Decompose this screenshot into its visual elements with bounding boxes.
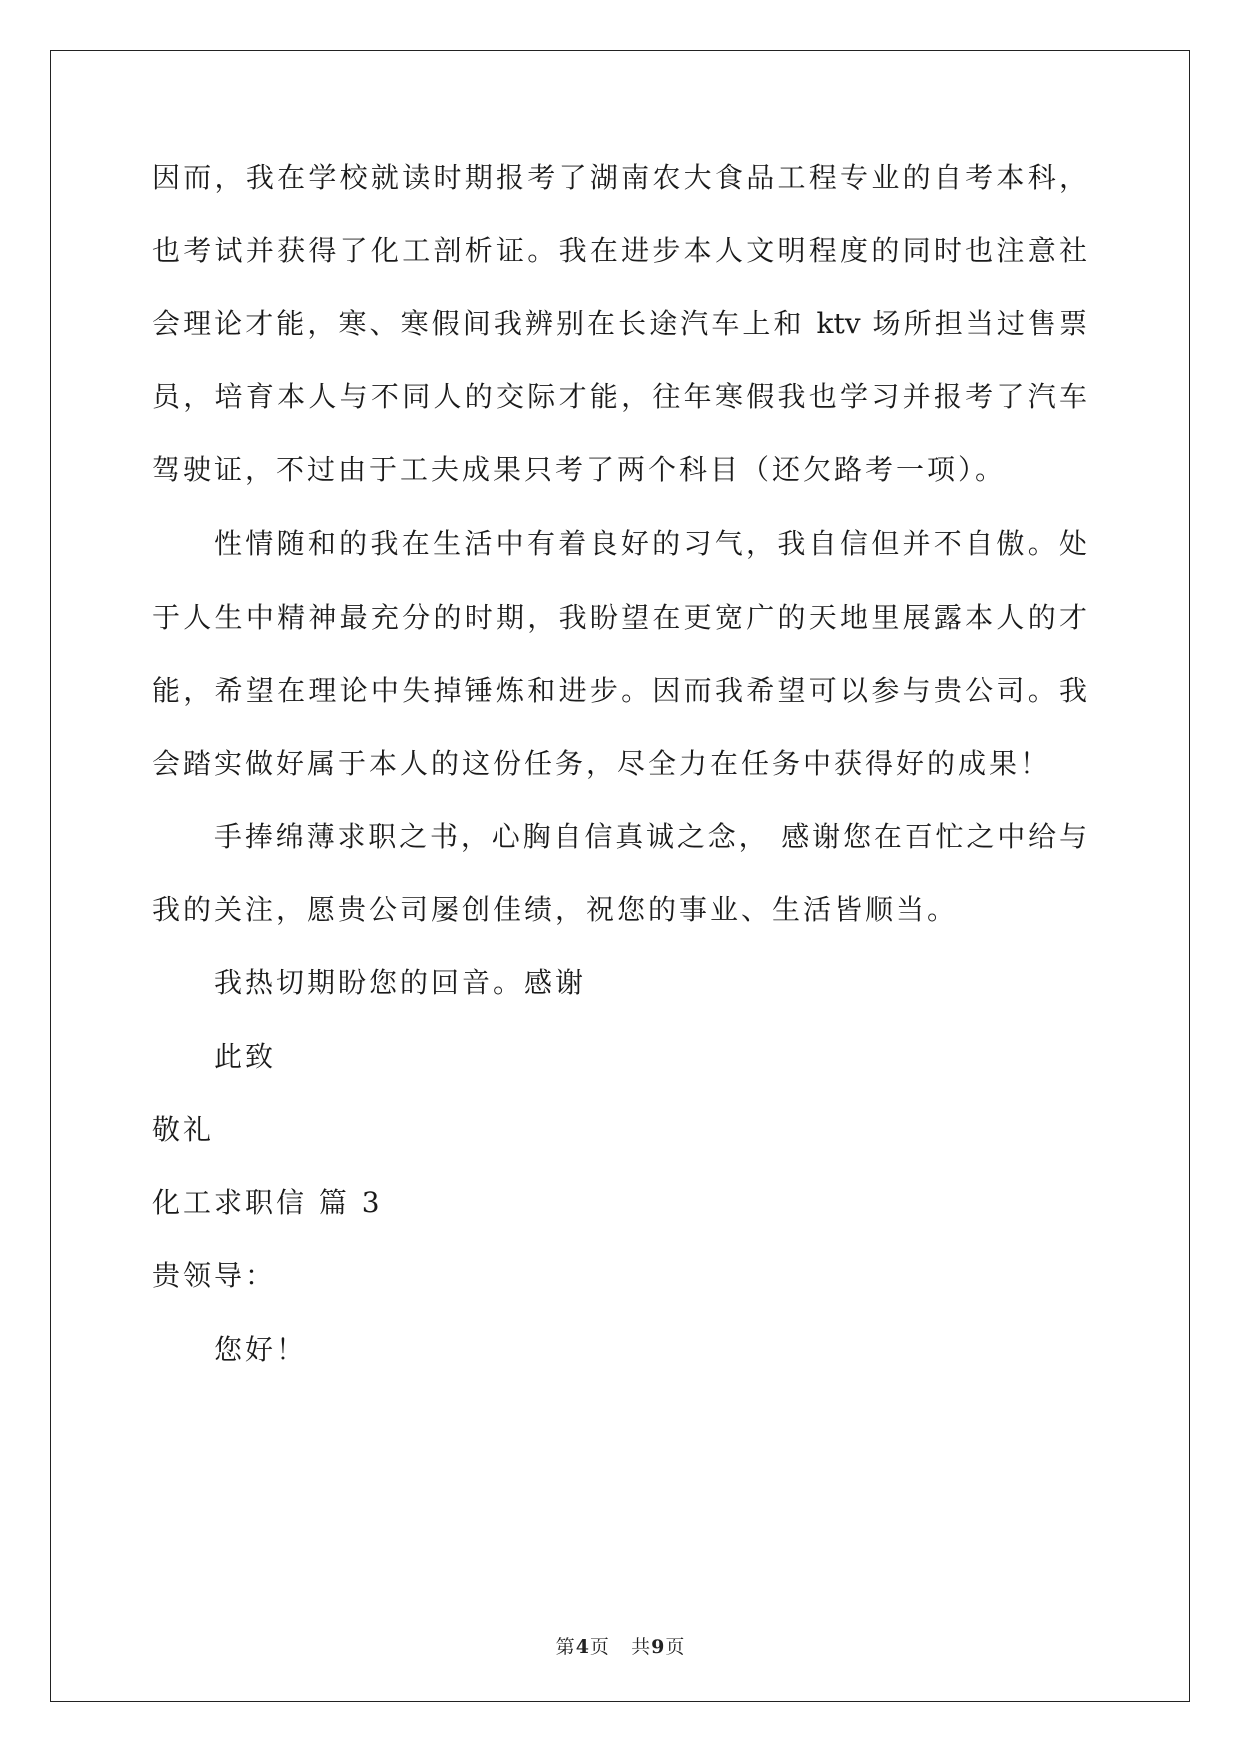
text-line: 因而，我在学校就读时期报考了湖南农大食品工程专业的自考本科， bbox=[152, 161, 1087, 194]
footer-total-suffix: 页 bbox=[665, 1636, 686, 1658]
footer-page-suffix: 页 bbox=[589, 1636, 610, 1658]
greeting-hello: 您好！ bbox=[214, 1333, 308, 1366]
greeting-recipient: 贵领导： bbox=[152, 1259, 277, 1292]
text-line: 于人生中精神最充分的时期，我盼望在更宽广的天地里展露本人的才 bbox=[152, 601, 1087, 634]
footer-total-prefix: 共 bbox=[631, 1636, 652, 1658]
text-line: 能，希望在理论中失掉锤炼和进步。因而我希望可以参与贵公司。我 bbox=[152, 674, 1087, 707]
text-line: 我的关注，愿贵公司屡创佳绩，祝您的事业、生活皆顺当。 bbox=[152, 893, 959, 926]
paragraph-start: 性情随和的我在生活中有着良好的习气，我自信但并不自傲。处 bbox=[214, 527, 1087, 560]
current-page-number: 4 bbox=[575, 1636, 590, 1658]
section-heading: 化工求职信 篇 3 bbox=[152, 1186, 383, 1219]
footer-prefix: 第 bbox=[555, 1636, 576, 1658]
salutation-ci-zhi: 此致 bbox=[214, 1040, 277, 1073]
page-border bbox=[50, 50, 1190, 1702]
text-line: 员，培育本人与不同人的交际才能，往年寒假我也学习并报考了汽车 bbox=[152, 380, 1087, 413]
page-footer bbox=[0, 1632, 1241, 1659]
salutation-jing-li: 敬礼 bbox=[152, 1113, 215, 1146]
text-line: 也考试并获得了化工剖析证。我在进步本人文明程度的同时也注意社 bbox=[152, 234, 1087, 267]
text-line: 会理论才能，寒、寒假间我辨别在长途汽车上和 ktv 场所担当过售票 bbox=[152, 307, 1087, 340]
paragraph-start: 手捧绵薄求职之书，心胸自信真诚之念， 感谢您在百忙之中给与 bbox=[214, 820, 1087, 853]
total-page-count: 9 bbox=[651, 1636, 666, 1658]
text-line: 驾驶证，不过由于工夫成果只考了两个科目（还欠路考一项）。 bbox=[152, 453, 1007, 486]
text-line: 会踏实做好属于本人的这份任务，尽全力在任务中获得好的成果！ bbox=[152, 747, 1052, 780]
closing-line: 我热切期盼您的回音。感谢 bbox=[214, 966, 587, 999]
